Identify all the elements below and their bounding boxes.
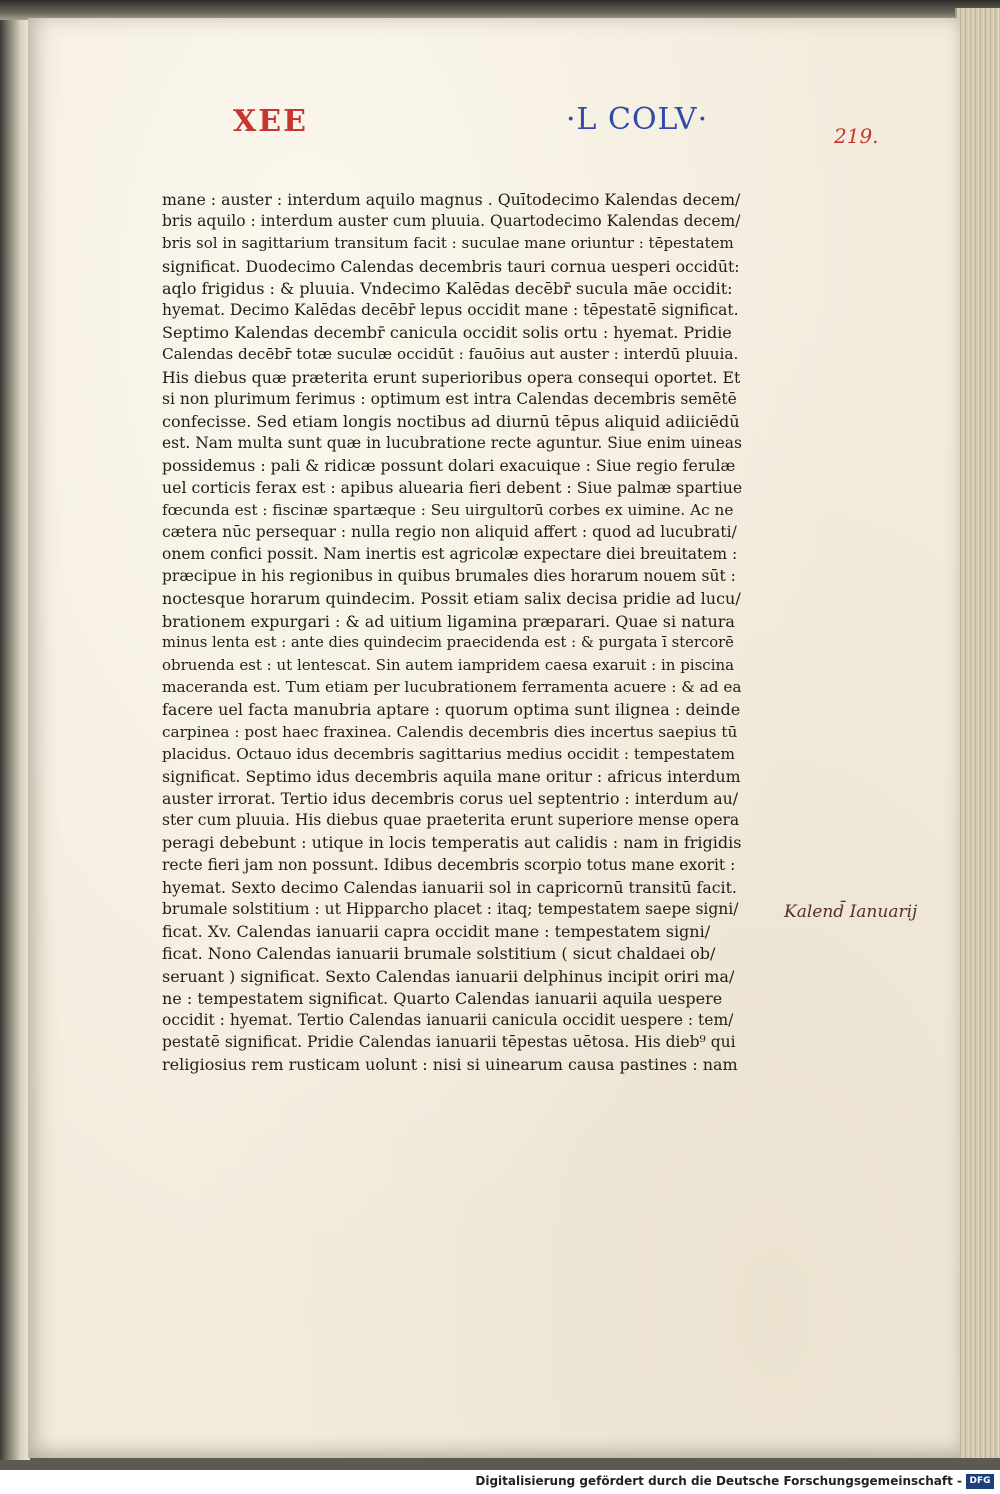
text-line: est. Nam multa sunt quæ in lucubratione recte aguntur. Siue enim uineas [162,434,742,453]
text-line: possidemus : pali & ridicæ possunt dolari exacuique : Siue regio ferulæ [162,456,736,476]
text-line: mane : auster : interdum aquilo magnus . Quītodecimo Kalendas decem/ [162,190,741,209]
text-line: obruenda est : ut lentescat. Sin autem iampridem caesa exaruit : in piscina [162,655,735,674]
text-line: recte fieri jam non possunt. Idibus decembris scorpio totus mane exorit : [162,855,736,874]
text-line: His diebus quæ præterita erunt superioribus opera consequi oportet. Et [162,367,741,387]
text-line: brumale solstitium : ut Hipparcho placet : itaq; tempestatem saepe signi/ [162,900,739,918]
text-line: ne : tempestatem significat. Quarto Calendas ianuarii aquila uespere [162,988,723,1008]
text-line: uel corticis ferax est : apibus aluearia fieri debent : Siue palmæ spartiue [162,478,742,498]
text-line: placidus. Octauo idus decembris sagittarius medius occidit : tempestatem [162,744,735,763]
text-line: significat. Septimo idus decembris aquila mane oritur : africus interdum [162,766,741,786]
book-page [28,18,960,1458]
text-line: hyemat. Sexto decimo Calendas ianuarii sol in capricornū transitū facit. [162,877,737,897]
text-line: fœcunda est : fiscinæ spartæque : Seu uirgultorū corbes ex uimine. Ac ne [162,500,734,519]
text-line: aqlo frigidus : & pluuia. Vndecimo Kalēdas decēbr̄ sucula māe occidit: [162,278,733,298]
text-line: præcipue in his regionibus in quibus brumales dies horarum nouem sūt : [162,567,736,586]
text-line: Septimo Kalendas decembr̄ canicula occidit solis ortu : hyemat. Pridie [162,323,732,343]
footer-bar [0,1470,1000,1494]
running-head: ·L COLV· [566,102,709,137]
marginal-note: Kalend̄ Ianuarij [784,902,918,922]
text-line: hyemat. Decimo Kalēdas decēbr̄ lepus occidit mane : tēpestatē significat. [162,300,739,319]
text-line: ficat. Nono Calendas ianuarii brumale solstitium ( sicut chaldaei ob/ [162,944,716,964]
text-line: ster cum pluuia. His diebus quae praeterita erunt superiore mense opera [162,811,740,830]
previous-page-edge [0,20,30,1460]
text-line: seruant ) significat. Sexto Calendas ianuarii delphinus incipit oriri ma/ [162,966,735,986]
text-line: bris aquilo : interdum auster cum pluuia. Quartodecimo Kalendas decem/ [162,212,741,231]
text-line: religiosius rem rusticam uolunt : nisi si uinearum causa pastines : nam [162,1055,738,1075]
text-line: maceranda est. Tum etiam per lucubrationem ferramenta acuere : & ad ea [162,678,742,697]
text-line: onem confici possit. Nam inertis est agricolæ expectare diei breuitatem : [162,545,738,563]
leaf-number: 219. [834,124,879,148]
text-line: Calendas decēbr̄ totæ suculæ occidūt : fauōius aut auster : interdū pluuia. [162,345,739,364]
text-line: confecisse. Sed etiam longis noctibus ad diurnū tēpus aliquid adiiciēdū [162,411,740,431]
text-line: ficat. Xv. Calendas ianuarii capra occidit mane : tempestatem signi/ [162,922,711,942]
text-line: brationem expurgari : & ad uitium ligamina præparari. Quae si natura [162,611,735,631]
text-line: occidit : hyemat. Tertio Calendas ianuarii canicula occidit uespere : tem/ [162,1010,734,1029]
text-line: si non plurimum ferimus : optimum est intra Calendas decembris semētē [162,389,737,408]
folio-mark-text: XEE [233,104,309,139]
page-block-edges [955,8,1000,1458]
text-line: carpinea : post haec fraxinea. Calendis decembris dies incertus saepius tū [162,722,738,741]
text-line: peragi debebunt : utique in locis temperatis aut calidis : nam in frigidis [162,833,742,853]
text-line: significat. Duodecimo Calendas decembris tauri cornua uesperi occidūt: [162,256,740,276]
text-line: noctesque horarum quindecim. Possit etiam salix decisa pridie ad lucu/ [162,589,741,609]
text-line: bris sol in sagittarium transitum facit : suculae mane oriuntur : tēpestatem [162,234,734,253]
text-line: auster irrorat. Tertio idus decembris corus uel septentrio : interdum au/ [162,789,739,809]
dfg-logo-icon: DFG [966,1474,994,1489]
text-line: cætera nūc persequar : nulla regio non aliquid affert : quod ad lucubrati/ [162,522,737,541]
funding-credit: Digitalisierung gefördert durch die Deutsche Forschungsgemeinschaft - [475,1474,962,1488]
body-text [162,190,742,1078]
text-line: pestatē significat. Pridie Calendas ianuarii tēpestas uētosa. His dieb⁹ qui [162,1033,736,1052]
text-line: facere uel facta manubria aptare : quorum optima sunt ilignea : deinde [162,700,741,720]
text-line: minus lenta est : ante dies quindecim praecidenda est : & purgata ī stercorē [162,633,734,651]
rubricated-folio-mark [233,104,308,139]
